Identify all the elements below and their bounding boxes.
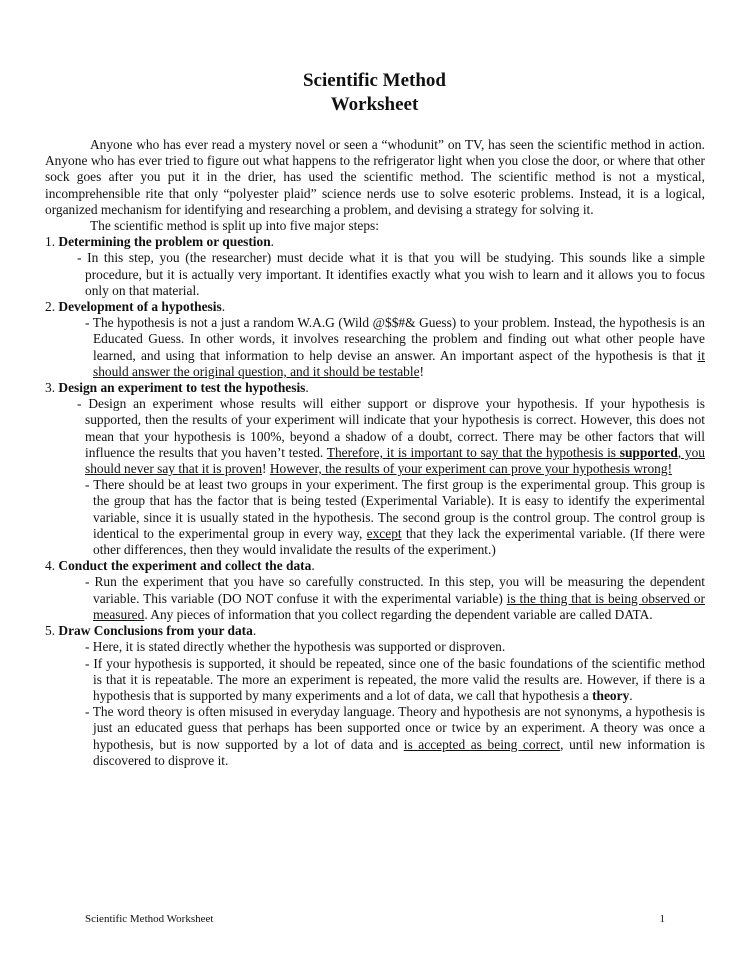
step-number: 2. bbox=[45, 299, 56, 315]
text-run: - If your hypothesis is supported, it should be repeated, since one of the basic foundations of the scientific method is that it is repeatable. The more an experiment is repeated, the more valid the results are. However, if there is a hypothesis that is supported by many experiments and a lot of data, we call that hypothesis a bbox=[85, 655, 705, 703]
page-number: 1 bbox=[659, 913, 665, 925]
step-5-heading bbox=[45, 623, 705, 639]
step-1-heading bbox=[45, 234, 705, 250]
text-run: . Any pieces of information that you collect regarding the dependent variable are called DATA. bbox=[144, 606, 653, 622]
text-run: ! bbox=[262, 461, 270, 477]
step-heading-trail: . bbox=[270, 234, 275, 250]
underlined-text: it should answer the original question, and it should be testable bbox=[93, 347, 705, 379]
document-subtitle: Worksheet bbox=[330, 94, 419, 115]
document-title: Scientific Method bbox=[302, 70, 446, 91]
step-3-bullet-2 bbox=[45, 477, 705, 558]
step-2-heading bbox=[45, 299, 705, 315]
step-heading-text: Design an experiment to test the hypothesis bbox=[58, 380, 306, 396]
step-1 bbox=[45, 234, 705, 299]
text-run: - The hypothesis is not a just a random W.A.G (Wild @$$#& Guess) to your problem. Instead, the hypothesis is an Educated Guess. In other words, it involves researching the problem and finding out what other people have learned, and using that information to help devise an answer. An important aspect of the hypothesis is that bbox=[85, 315, 705, 363]
text-run: that they lack the experimental variable. (If there were other differences, then they would invalidate the results of the experiment.) bbox=[93, 525, 705, 558]
underlined-text: except bbox=[366, 525, 402, 541]
step-3-bullet-1 bbox=[45, 396, 705, 477]
step-5-bullet-1: - Here, it is stated directly whether the hypothesis was supported or disproven. bbox=[85, 639, 506, 655]
text-run: - There should be at least two groups in your experiment. The first group is the experimental group. This group is the group that has the factor that is being tested (Experimental Variable). It is easy to identify the experimental variable, since it is usually stated in the hypothesis. The second group is the control group. The control group is identical to the experimental group in every way, bbox=[85, 477, 705, 541]
underlined-text: is the thing that is being observed or measured bbox=[93, 590, 705, 622]
step-1-bullet-1: - In this step, you (the researcher) must decide what it is that you will be studying. This sounds like a simple procedure, but it is actually very important. It identifies exactly what you wish to learn and it allows you to focus only on that material. bbox=[77, 250, 705, 298]
underlined-text: is accepted as being correct bbox=[403, 736, 561, 752]
bold-text: supported bbox=[619, 444, 678, 460]
document-body bbox=[45, 137, 705, 769]
step-heading-text: Development of a hypothesis bbox=[58, 299, 222, 315]
step-heading-text: Draw Conclusions from your data bbox=[58, 623, 253, 639]
text-run: , until new information is discovered to disprove it. bbox=[93, 736, 705, 768]
text-run: - Run the experiment that you have so carefully constructed. In this step, you will be measuring the dependent variable. This variable (DO NOT confuse it with the experimental variable) bbox=[85, 574, 705, 606]
step-5-bullet-2 bbox=[45, 656, 705, 705]
text-run: Therefore, it is important to say that the hypothesis is bbox=[326, 444, 620, 460]
text-run: , you should never say that it is proven bbox=[85, 444, 705, 477]
step-4-bullet-1 bbox=[45, 574, 705, 623]
step-number: 5. bbox=[45, 623, 56, 639]
step-2-bullet-1 bbox=[45, 315, 705, 380]
steps-intro: The scientific method is split up into five major steps: bbox=[90, 218, 379, 234]
step-heading-trail: . bbox=[305, 380, 309, 396]
footer-title: Scientific Method Worksheet bbox=[85, 913, 214, 925]
step-2 bbox=[45, 299, 705, 380]
step-3-heading bbox=[45, 380, 705, 396]
step-number: 3. bbox=[45, 380, 56, 396]
underlined-text: However, the results of your experiment can prove your hypothesis wrong! bbox=[269, 461, 673, 477]
step-3 bbox=[45, 380, 705, 558]
step-heading-text: Conduct the experiment and collect the data bbox=[58, 558, 312, 574]
step-heading-trail: . bbox=[252, 623, 257, 639]
step-number: 1. bbox=[45, 234, 56, 250]
step-heading-trail: . bbox=[221, 299, 226, 315]
intro-paragraph: Anyone who has ever read a mystery novel or seen a “whodunit” on TV, has seen the scientific method in action. Anyone who has ever tried to figure out what happens to the refrigerator light when you close the door, or where that other sock goes after you put it in the drier, has used the scientific method. The scientific method is not a mystical, incomprehensible rite that only “polyester plaid” science nerds use to solve esoteric problems. Instead, it is a logical, organized mechanism for identifying and researching a problem, and devising a strategy for solving it. bbox=[45, 137, 705, 217]
step-4-heading bbox=[45, 558, 705, 574]
text-run: - Design an experiment whose results will either support or disprove your hypothesis. If your hypothesis is supported, then the results of your experiment will indicate that your hypothesis is correct. However, this does not mean that your hypothesis is 100%, beyond a shadow of a doubt, correct. There may be other factors that will influence the results that you haven’t tested. bbox=[77, 396, 705, 460]
step-heading-trail: . bbox=[311, 558, 315, 574]
text-run: . bbox=[629, 687, 633, 703]
step-number: 4. bbox=[45, 558, 56, 574]
step-5-bullet-3 bbox=[45, 704, 705, 769]
bold-text: theory bbox=[592, 687, 630, 703]
step-4 bbox=[45, 558, 705, 623]
text-run: - The word theory is often misused in everyday language. Theory and hypothesis are not synonyms, a hypothesis is just an educated guess that perhaps has been supported once or twice by an experiment. A theory was once a hypothesis, but is now supported by a lot of data and bbox=[85, 704, 705, 752]
step-5 bbox=[45, 623, 705, 769]
text-run: ! bbox=[419, 363, 424, 379]
step-heading-text: Determining the problem or question bbox=[58, 234, 271, 250]
